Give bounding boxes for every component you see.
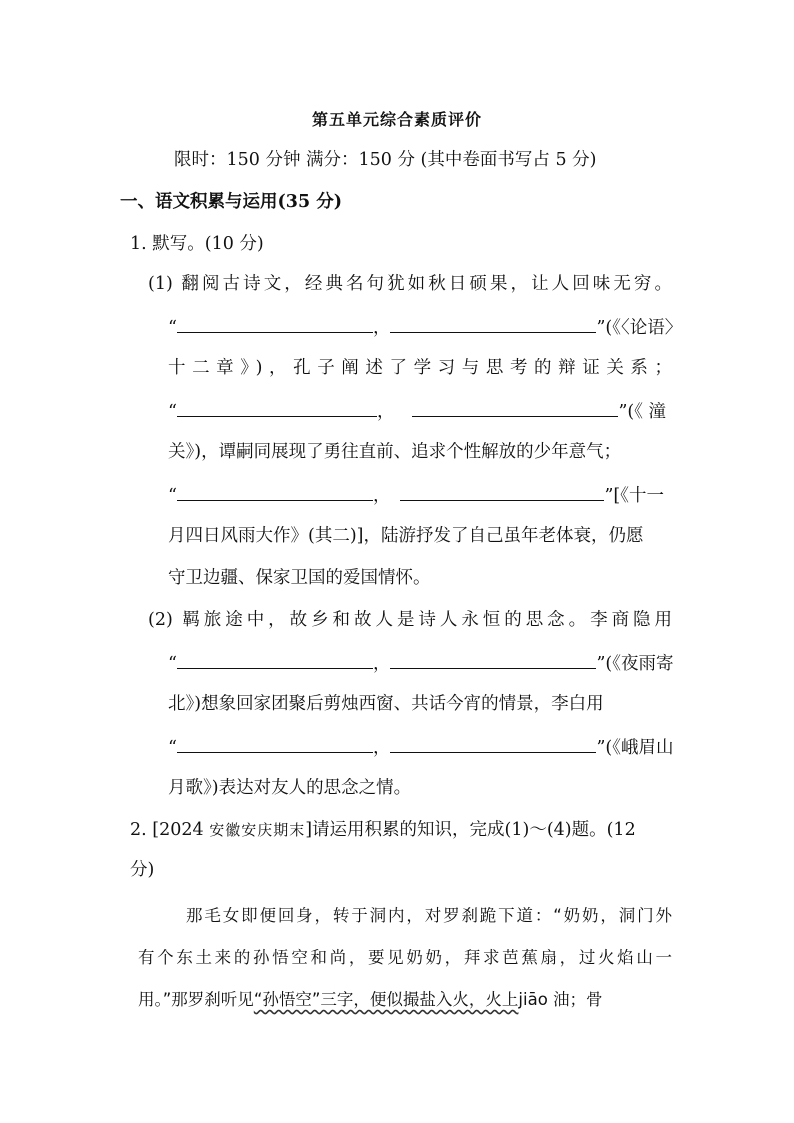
q1-part1-line: 守卫边疆、保家卫国的爱国情怀。 [168, 568, 431, 588]
comma: ， [372, 654, 391, 674]
source-ref: ”(《峨眉山 [596, 738, 674, 758]
q1-part1-line: 关》)，谭嗣同展现了勇往直前、追求个性解放的少年意气； [168, 442, 622, 462]
answer-blank[interactable] [390, 650, 596, 669]
answer-blank[interactable] [177, 398, 377, 417]
q1-part2-intro: (2) 羁旅途中，故乡和故人是诗人永恒的思念。李商隐用 [148, 610, 672, 630]
passage-line: 有个东土来的孙悟空和尚，要见奶奶，拜求芭蕉扇，过火焰山一 [138, 948, 672, 967]
q1-part2-line: 月歌》)表达对友人的思念之情。 [168, 778, 412, 798]
q1-part1-line: 月四日风雨大作》(其二)]，陆游抒发了自己虽年老体衰，仍愿 [168, 526, 644, 546]
question-text: ]请运用积累的知识，完成(1)～(4)题。(12 [305, 820, 636, 840]
source-ref: ”(《〈论语〉 [596, 318, 683, 338]
q1-blank-line-1 [168, 314, 682, 340]
source-ref: ”(《夜雨寄 [596, 654, 674, 674]
question-2-score: 分) [130, 860, 155, 880]
q1-part2-line: 北》)想象回家团聚后剪烛西窗、共话今宵的情景，李白用 [168, 694, 604, 714]
answer-blank[interactable] [400, 482, 604, 501]
question-number: 2. [2024 [130, 820, 210, 840]
q1-part1-line: 十二章》)，孔子阐述了学习与思考的辩证关系； [168, 358, 672, 378]
exam-info: 限时：150 分钟 满分：150 分 (其中卷面书写占 5 分) [174, 150, 597, 170]
open-quote: “ [168, 486, 177, 506]
answer-blank[interactable] [412, 398, 618, 417]
answer-blank[interactable] [390, 734, 596, 753]
q1-blank-line-5 [168, 734, 673, 760]
exam-source: 安徽安庆期末 [209, 821, 306, 839]
open-quote: “ [168, 654, 177, 674]
answer-blank[interactable] [177, 734, 373, 753]
open-quote: “ [168, 738, 177, 758]
open-quote: “ [168, 318, 177, 338]
answer-blank[interactable] [177, 482, 373, 501]
comma: ， [372, 486, 391, 506]
passage-line: 那毛女即便回身，转于洞内，对罗刹跪下道：“奶奶，洞门外 [186, 906, 672, 925]
question-2-heading [130, 818, 636, 842]
wavy-underlined-text: “孙悟空”三字，便似撮盐入火，火上 [253, 990, 519, 1009]
pinyin: jiāo [518, 990, 548, 1009]
answer-blank[interactable] [177, 650, 373, 669]
question-1-heading: 1. 默写。(10 分) [130, 234, 264, 254]
source-ref: ”[《十一 [604, 486, 664, 506]
source-ref: ”(《 潼 [618, 402, 667, 422]
passage-line [138, 988, 603, 1012]
q1-part1-intro: (1) 翻阅古诗文，经典名句犹如秋日硕果，让人回味无穷。 [148, 274, 672, 294]
q1-blank-line-4 [168, 650, 673, 676]
comma: ， [372, 738, 391, 758]
comma: ， [376, 402, 395, 422]
page-title: 第五单元综合素质评价 [311, 110, 482, 129]
comma: ， [372, 318, 391, 338]
section-heading: 一、语文积累与运用(35 分) [120, 192, 343, 212]
answer-blank[interactable] [177, 314, 373, 333]
open-quote: “ [168, 402, 177, 422]
answer-blank[interactable] [390, 314, 596, 333]
q1-blank-line-2 [168, 398, 666, 424]
passage-text: 用。”那罗刹听见 [138, 990, 254, 1009]
passage-text: 油；骨 [547, 990, 603, 1009]
q1-blank-line-3 [168, 482, 664, 508]
